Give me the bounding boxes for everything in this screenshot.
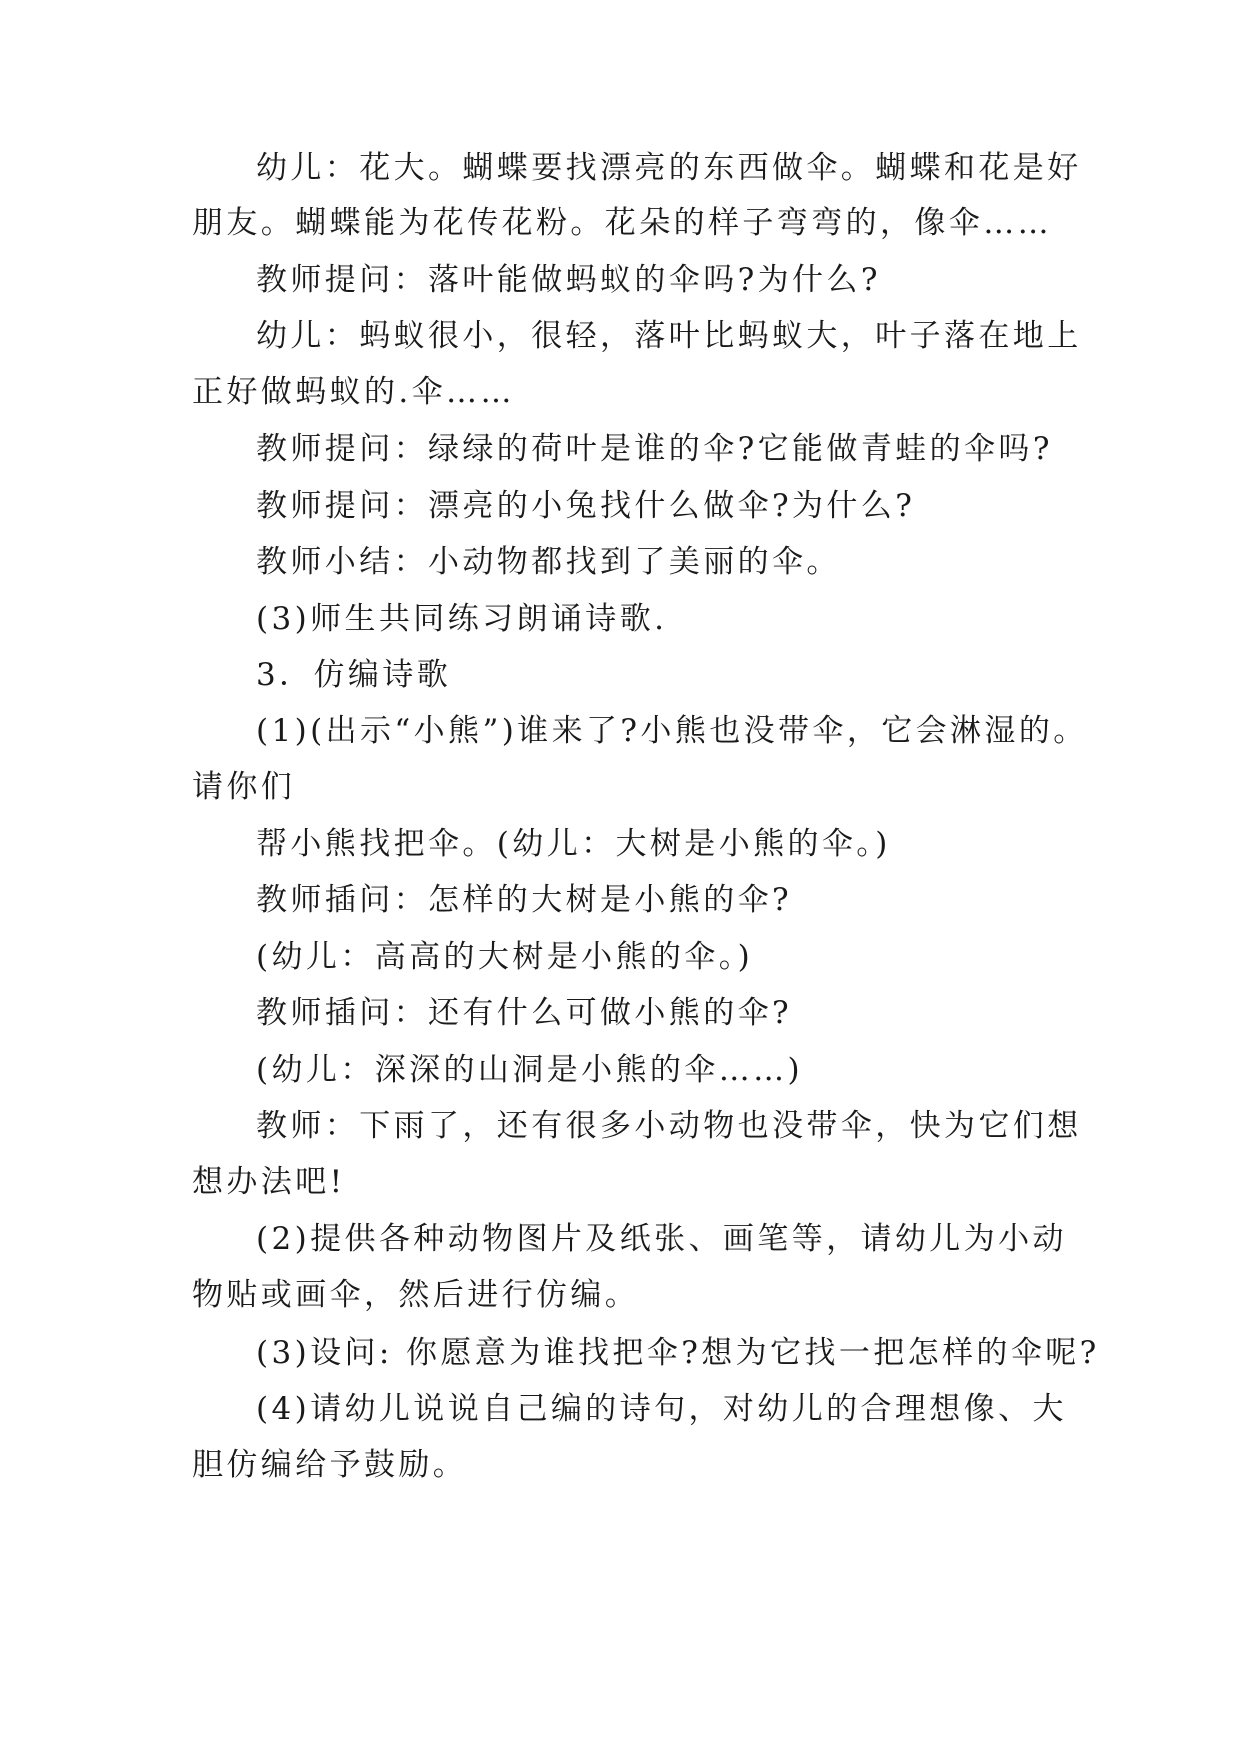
text-line: 教师插问：怎样的大树是小熊的伞? <box>256 882 793 918</box>
text-line: 教师提问：绿绿的荷叶是谁的伞?它能做青蛙的伞吗? <box>256 431 1053 467</box>
text-line: 教师小结：小动物都找到了美丽的伞。 <box>256 544 841 580</box>
text-line: 物贴或画伞，然后进行仿编。 <box>192 1277 640 1313</box>
text-line: (1)(出示“小熊”)谁来了?小熊也没带伞，它会淋湿的。 <box>256 713 1088 749</box>
text-line: (4)请幼儿说说自己编的诗句，对幼儿的合理想像、大 <box>256 1391 1067 1427</box>
text-line: (幼儿：高高的大树是小熊的伞。) <box>256 939 754 975</box>
section-heading: 3．仿编诗歌 <box>256 657 452 693</box>
text-line: 幼儿：花大。蝴蝶要找漂亮的东西做伞。蝴蝶和花是好 <box>256 150 1082 186</box>
text-line: 帮小熊找把伞。(幼儿：大树是小熊的伞。) <box>256 826 891 862</box>
text-line: 教师插问：还有什么可做小熊的伞? <box>256 995 793 1031</box>
text-line: (幼儿：深深的山洞是小熊的伞……) <box>256 1052 803 1088</box>
text-line: (3)设问: 你愿意为谁找把伞?想为它找一把怎样的伞呢? <box>256 1335 1100 1371</box>
text-line: 想办法吧! <box>192 1164 346 1200</box>
text-line: 教师提问：漂亮的小兔找什么做伞?为什么? <box>256 488 916 524</box>
text-line: 幼儿：蚂蚁很小，很轻，落叶比蚂蚁大，叶子落在地上 <box>256 318 1082 354</box>
text-line: 教师：下雨了，还有很多小动物也没带伞，快为它们想 <box>256 1108 1082 1144</box>
text-line: 正好做蚂蚁的.伞…… <box>192 374 515 410</box>
text-line: 教师提问：落叶能做蚂蚁的伞吗?为什么? <box>256 262 881 298</box>
text-line: 胆仿编给予鼓励。 <box>192 1447 468 1483</box>
text-line: 请你们 <box>192 769 296 805</box>
text-line: 朋友。蝴蝶能为花传花粉。花朵的样子弯弯的，像伞…… <box>192 205 1052 241</box>
text-line: (2)提供各种动物图片及纸张、画笔等，请幼儿为小动 <box>256 1221 1067 1257</box>
text-line: (3)师生共同练习朗诵诗歌. <box>256 601 668 637</box>
